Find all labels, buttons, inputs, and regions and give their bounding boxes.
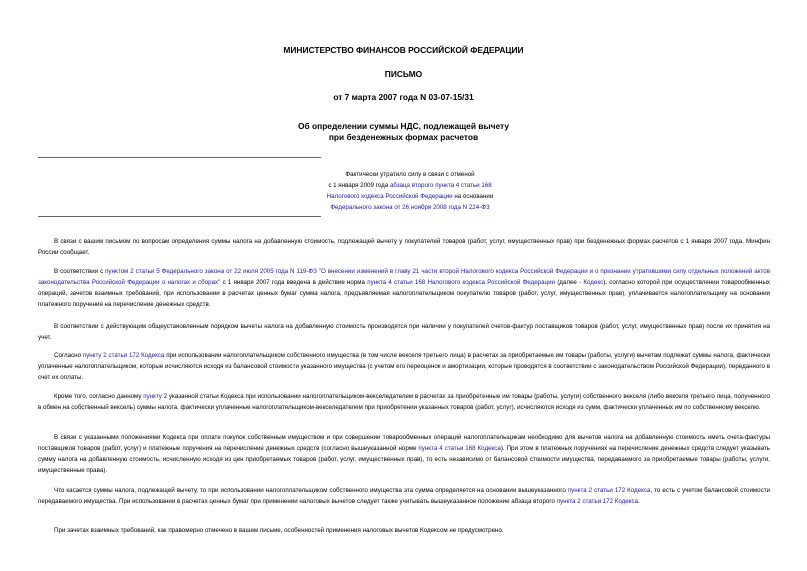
article-172-link[interactable]: пункта 2 статьи 172 Кодекса: [567, 487, 651, 494]
status-note-text: с 1 января 2009 года: [328, 182, 390, 189]
paragraph-4: [38, 350, 770, 383]
status-note-line-1: Фактически утратило силу в связи с отменой: [345, 171, 475, 178]
status-note-text: на основании: [452, 193, 494, 200]
paragraph-text: при использовании налогоплательщиком собственного имущества (в том числе векселя третьего лица) в расчетах за приобретаемые им товары (работы, услуги) вычетам подлежат суммы налога, фактически уплаченные налогоплательщиком, которые исчисляются исходя из балансовой стоимости указанного имущества (с учетом его переоценок и амортизации, которые проводятся в соответствии с законодательством Российской Федерации), переданного в счет их оплаты.: [38, 352, 770, 381]
note-bottom-divider: [38, 216, 321, 217]
paragraph-text: При зачетах взаимных требований, как правомерно отмечено в вашем письме, особенностей применения налоговых вычетов Кодексом не предусмотрено.: [54, 527, 504, 534]
paragraph-3: [38, 321, 770, 343]
document-type: ПИСЬМО: [384, 69, 423, 79]
paragraph-6: [38, 432, 770, 476]
paragraph-2: [38, 266, 770, 310]
federal-law-224-link[interactable]: Федерального закона от 26 ноября 2008 года N 224-ФЗ: [330, 204, 490, 211]
document-subject-line-1: Об определении суммы НДС, подлежащей вычету: [298, 121, 509, 131]
paragraph-8: [38, 525, 770, 536]
federal-law-119-link[interactable]: пунктом 2 статьи 5 Федерального закона от 22 июля 2005 года N 119-ФЗ "О внесении изменений в главу 21 части второй Налогового кодекса Российской Федерации и о признании утратившими силу отдельных положений актов законодательства Российской Федерации о налогах и сборах": [38, 268, 770, 286]
status-note: [245, 169, 575, 213]
article-172-link[interactable]: пункту 2 статьи 172 Кодекса: [82, 352, 165, 359]
paragraph-text: (далее: [555, 279, 580, 286]
paragraph-text: ), согласно которой при осуществлении товарообменных операций, зачетов взаимных требований, при использовании в расчетах ценных бумаг сумма налога, предъявляемая налогоплательщиком покупателю товаров (работ, услуг, имущественных прав), уплачивается налогоплательщику на основании платежного поручения на перечисление денежных средств.: [38, 279, 770, 308]
paragraph-text: ). При этом в платежных поручениях на перечисление денежных средств следует указывать сумму налога на добавленную стоимость, исчисленную исходя из цен приобретаемых товаров (работ, услуг, имущественных прав), то есть независимо от балансовой стоимости имущества, передаваемого за приобретаемые товары (работы, услуги, имущественные права).: [38, 445, 770, 474]
status-note-line-2: [245, 180, 575, 191]
article-168-link[interactable]: абзаца второго пункта 4 статьи 168: [389, 182, 492, 189]
paragraph-text: Согласно: [54, 352, 83, 359]
document-subject-line-2: при безденежных формах расчетов: [328, 132, 479, 142]
paragraph-text: , то есть с учетом балансовой стоимости передаваемого имущества. При использовании в расчетах ценных бумаг при применении налоговых вычетов следует также учитывать вышеуказанное положение абзаца второго: [38, 487, 771, 505]
paragraph-7: [38, 485, 770, 507]
paragraph-text: В связи с вашим письмом по вопросам определения суммы налога на добавленную стоимость, подлежащей вычету у покупателей товаров (работ, услуг, имущественных прав) при безденежных формах расчетов с 1 января 2007 года, Минфин России сообщает.: [38, 238, 770, 256]
ministry-heading: МИНИСТЕРСТВО ФИНАНСОВ РОССИЙСКОЙ ФЕДЕРАЦИИ: [283, 45, 524, 55]
paragraph-text: .: [638, 498, 640, 505]
point-2-link[interactable]: пункту 2: [143, 393, 168, 400]
paragraph-text: Кроме того, согласно данному: [54, 393, 144, 400]
paragraph-text: с 1 января 2007 года введена в действие норма: [220, 279, 368, 286]
code-definition-link[interactable]: - Кодекс: [579, 279, 604, 286]
article-172-link[interactable]: пункта 2 статьи 172 Кодекса: [556, 498, 639, 505]
status-note-line-4: [245, 202, 575, 213]
article-168-point-4-link[interactable]: пункта 4 статьи 168 Кодекса: [418, 445, 501, 452]
paragraph-text: В связи с указанными положениями Кодекса при оплате покупок собственным имуществом и при совершении товарообменных операций налогоплательщикам необходимо для вычетов налога на добавленную стоимость иметь счета-фактуры поставщиков товаров (работ, услуг) и платежные поручения на перечисление денежных средств (согласно вышеуказанной норме: [38, 434, 770, 452]
document-date-number: от 7 марта 2007 года N 03-07-15/31: [333, 92, 474, 102]
paragraph-text: указанной статьи Кодекса при использовании налогоплательщиком-векселедателем в расчетах за приобретенные им товары (работы, услуги) собственного векселя (либо векселя третьего лица, полученного в обмен на собственный вексель) суммы налога, фактически уплаченные налогоплательщиком-векселедателем при приобретении указанных товаров (работ, услуг), исчисляются исходя из сумм, фактически уплаченных им по собственному векселю.: [38, 393, 770, 411]
paragraph-text: В соответствии с действующим общеустановленным порядком вычеты налога на добавленную стоимость производятся при наличии у покупателей счетов-фактур поставщиков товаров (работ, услуг, имущественных прав) после их принятия на учет.: [38, 323, 770, 341]
paragraph-1: [38, 236, 770, 258]
tax-code-article-168-link[interactable]: пункта 4 статьи 168 Налогового кодекса Российской Федерации: [367, 279, 555, 286]
paragraph-text: В соответствии с: [54, 268, 106, 275]
status-note-line-3: [245, 191, 575, 202]
paragraph-text: Что касается суммы налога, подлежащей вычету, то при использовании налогоплательщиком собственного имущества эта сумма определяется на основании вышеуказанного: [54, 487, 568, 494]
paragraph-5: [38, 391, 770, 413]
note-top-divider: [38, 157, 321, 158]
tax-code-link[interactable]: Налогового кодекса Российской Федерации: [326, 193, 453, 200]
